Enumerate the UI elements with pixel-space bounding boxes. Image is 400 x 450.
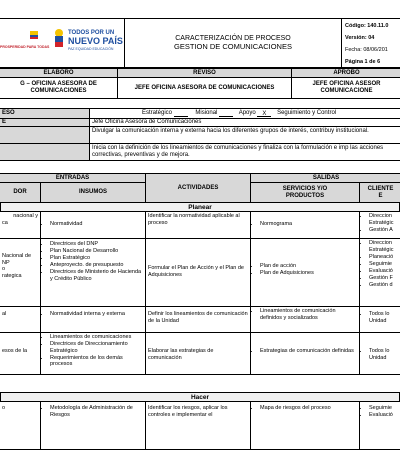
misional-blank: [219, 111, 233, 117]
row2-prov-line: al: [2, 311, 7, 317]
nuevo-pais-line1: TODOS POR UN: [68, 30, 115, 36]
row1-insumo: • Plan Nacional de Desarrollo: [50, 248, 143, 255]
row0-insumos: [40, 211, 146, 239]
row3-insumo: • Requerimientos de los demás procesos: [50, 355, 143, 368]
row3-prov-line: esos de la: [2, 348, 28, 354]
row4-insumo: • Metodología de Administración de Riesgos: [50, 405, 143, 418]
scope-label: [0, 143, 90, 161]
actividades-header: ACTIVIDADES: [145, 173, 251, 203]
doc-page: Página 1 de 6: [345, 59, 381, 65]
row1-insumos: [40, 238, 146, 307]
row1-cliente: • Gestión d: [369, 282, 399, 289]
objective-value: Divulgar la comunicación interna y externa hacia los diferentes grupos de interés, contribuy institucional.: [89, 126, 400, 144]
row1-cliente-cont: Estratégic: [369, 247, 394, 253]
row3-insumos: [40, 332, 146, 375]
option-seguimiento: Seguimiento y Control: [277, 110, 337, 116]
leader-label: E: [0, 118, 90, 127]
header-meta-cell: [341, 18, 400, 68]
row1-prov-line: Nacional de: [2, 253, 32, 259]
header-logo-cell: [0, 18, 125, 68]
row0-cliente: • Gestión A: [369, 227, 399, 234]
row2-actividad: Definir los lineamientos de comunicación de la Unidad: [145, 306, 251, 333]
row4-clientes: [359, 401, 400, 450]
row1-cliente: • Gestión F: [369, 275, 399, 282]
row1-servicio: • Plan de Adquisiciones: [260, 270, 357, 277]
nuevo-pais-line3: PAZ EQUIDAD EDUCACIÓN: [68, 47, 114, 51]
leader-value: Jefe Oficina Asesora de Comunicaciones: [89, 118, 400, 127]
row4-servicio: • Mapa de riesgos del proceso: [260, 405, 357, 412]
section-hacer: Hacer: [0, 392, 400, 402]
row3-servicios: [250, 332, 360, 375]
apoyo-mark: X: [257, 111, 271, 117]
row3-cliente: • Todos lo: [369, 348, 399, 355]
entradas-header: ENTRADAS: [0, 173, 146, 183]
row4-prov-line: o: [2, 405, 6, 411]
row1-prov-line: o: [2, 266, 6, 272]
row1-clientes: [359, 238, 400, 307]
nuevo-pais-emblem: [52, 29, 66, 49]
aprobo-label: APROBÓ: [291, 68, 400, 78]
row0-cliente: • Direccion: [369, 213, 399, 220]
header-title-cell: [124, 18, 342, 68]
doc-code: Código: 140.11.0: [345, 23, 389, 29]
row1-prov-line: rategica: [2, 272, 22, 279]
doc-title-line2: GESTION DE COMUNICACIONES: [174, 42, 292, 51]
row1-servicios: [250, 238, 360, 307]
row4-cliente: • Seguimie: [369, 405, 399, 412]
row0-proveedor: [0, 211, 41, 239]
row0-cliente-cont: Estratégic: [369, 220, 394, 226]
row4-servicios: [250, 401, 360, 450]
option-apoyo: Apoyo: [238, 110, 256, 116]
option-estrategico: Estratégico: [142, 110, 173, 116]
row2-cliente: • Todos lo: [369, 311, 399, 318]
row0-prov-line: ca: [2, 219, 8, 226]
row1-insumo: • Plan Estratégico: [50, 255, 143, 262]
row0-servicios: [250, 211, 360, 239]
row2-proveedor: [0, 306, 41, 333]
doc-date: Fecha: 08/06/201: [345, 47, 388, 53]
row3-actividad: Elaborar las estrategias de comunicación: [145, 332, 251, 375]
row1-servicio: • Plan de acción: [260, 263, 357, 270]
row0-insumo: • Normatividad: [50, 221, 143, 228]
row3-clientes: [359, 332, 400, 375]
salidas-header: SALIDAS: [250, 173, 400, 183]
row3-insumo: • Lineamientos de comunicaciones: [50, 334, 143, 341]
clientes-header: CLIENTE E: [359, 182, 400, 203]
doc-version: Versión: 04: [345, 35, 375, 41]
insumos-header: INSUMOS: [40, 182, 146, 203]
row1-cliente: • Seguimie: [369, 261, 399, 268]
logo-flag-mark-red: [30, 37, 38, 39]
prosperidad-logo: [0, 31, 48, 53]
row1-cliente: • Evaluació: [369, 268, 399, 275]
row4-actividad: Identificar los riesgos, aplicar los controles e implementar el: [145, 401, 251, 450]
proveedor-header: DOR: [0, 182, 41, 203]
row2-clientes: [359, 306, 400, 333]
elaboro-value: G – OFICINA ASESORA DE COMUNICACIONES: [0, 77, 118, 99]
scope-value: Inicia con la definición de los lineamientos de comunicaciones y finaliza con la formulación e imp las acciones correctivas, preventivas y de mejora.: [89, 143, 400, 161]
row3-cliente-cont: Unidad: [369, 355, 387, 361]
row1-cliente: • Direccion: [369, 240, 399, 247]
logo-text: PROSPERIDAD PARA TODAS: [0, 45, 50, 49]
row0-clientes: [359, 211, 400, 239]
elaboro-label: ELABORÓ: [0, 68, 118, 78]
row1-insumo: • Directrices del DNP: [50, 241, 143, 248]
row1-insumo: • Anteproyecto. de presupuesto: [50, 262, 143, 269]
section-planear: Planear: [0, 202, 400, 212]
row3-servicio: • Estrategias de comunicación definidas: [260, 348, 357, 355]
row0-actividad: Identificar la normatividad aplicable al proceso: [145, 211, 251, 239]
row1-cliente: • Planeació: [369, 254, 399, 261]
reviso-value: JEFE OFICINA ASESORA DE COMUNICACIONES: [117, 77, 292, 99]
row1-proveedor: [0, 238, 41, 307]
row2-servicio: • Lineamientos de comunicación definidos y socializados: [260, 308, 357, 321]
row2-cliente-cont: Unidad: [369, 318, 387, 324]
emblem-red: [55, 42, 63, 47]
doc-title-line1: CARACTERIZACIÓN DE PROCESO: [175, 35, 291, 42]
nuevo-pais-line2: NUEVO PAÍS: [68, 36, 123, 46]
option-misional: Misional: [195, 110, 218, 116]
process-type-label: ESO: [0, 108, 90, 119]
objective-label: [0, 126, 90, 144]
row1-actividad: Formular el Plan de Acción y el Plan de Adquisiciones: [145, 238, 251, 307]
row3-proveedor: [0, 332, 41, 375]
aprobo-value: JEFE OFICINA ASESOR COMUNICACIONE: [291, 77, 400, 99]
row0-prov-line: nacional y: [13, 213, 38, 219]
row4-cliente: • Evaluació: [369, 412, 399, 419]
row3-insumo: • Directrices de Direccionamiento Estratégico: [50, 341, 143, 354]
row1-insumo: • Directrices de Ministerio de Hacienda y Crédito Público: [50, 269, 143, 282]
row4-proveedor: [0, 401, 41, 450]
nuevo-pais-logo: [52, 25, 122, 61]
row0-servicio: • Normograma: [260, 221, 357, 228]
row2-insumo: • Normatividad interna y externa: [50, 311, 143, 318]
row4-insumos: [40, 401, 146, 450]
estrategico-blank: [174, 111, 188, 117]
reviso-label: REVISO: [117, 68, 292, 78]
servicios-header: SERVICIOS Y/O PRODUCTOS: [250, 182, 360, 203]
row2-servicios: [250, 306, 360, 333]
row1-prov-line: NP: [2, 259, 10, 266]
row2-insumos: [40, 306, 146, 333]
